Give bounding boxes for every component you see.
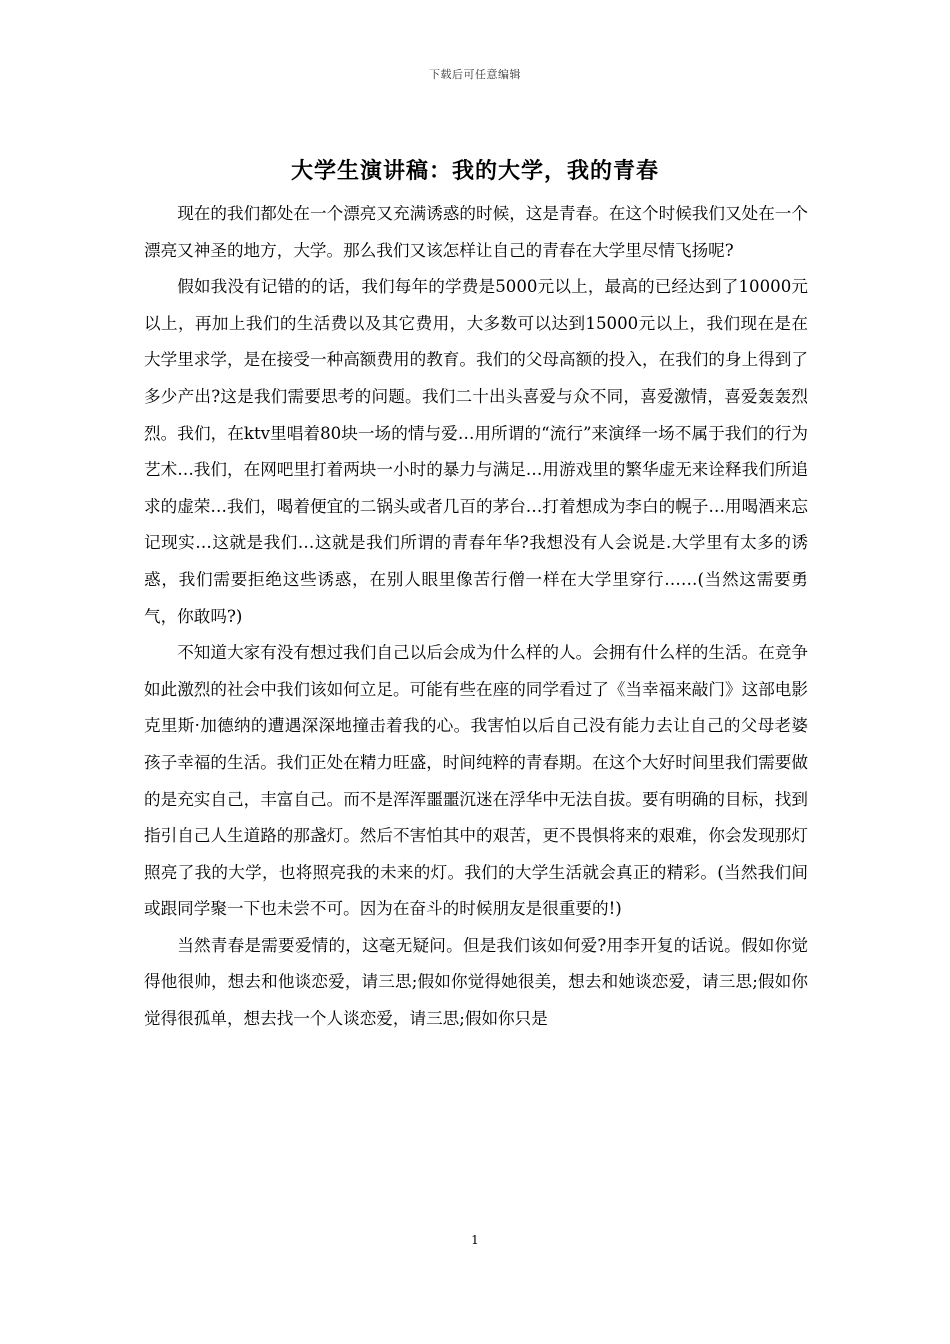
paragraph-2: 假如我没有记错的的话，我们每年的学费是5000元以上，最高的已经达到了10000元以上，再加上我们的生活费以及其它费用，大多数可以达到15000元以上，我们现在是在大学里求学，是在接受一种高额费用的教育。我们的父母高额的投入，在我们的身上得到了多少产出?这是我们需要思考的问题。我们二十出头喜爱与众不同，喜爱激情，喜爱轰轰烈烈。我们，在ktv里唱着80块一场的情与爱…用所谓的“流行”来演绎一场不属于我们的行为艺术…我们，在网吧里打着两块一小时的暴力与满足…用游戏里的繁华虚无来诠释我们所追求的虚荣…我们，喝着便宜的二锅头或者几百的茅台…打着想成为李白的幌子…用喝酒来忘记现实…这就是我们…这就是我们所谓的青春年华?我想没有人会说是.大学里有太多的诱惑，我们需要拒绝这些诱惑，在别人眼里像苦行僧一样在大学里穿行……(当然这需要勇气，你敢吗?)	[144, 277, 808, 626]
document-body	[144, 196, 808, 1038]
document-title: 大学生演讲稿：我的大学，我的青春	[290, 158, 659, 184]
paragraph-4: 当然青春是需要爱情的，这毫无疑问。但是我们该如何爱?用李开复的话说。假如你觉得他很帅，想去和他谈恋爱，请三思;假如你觉得她很美，想去和她谈恋爱，请三思;假如你觉得很孤单，想去找一个人谈恋爱，请三思;假如你只是	[144, 935, 808, 1029]
page-number: 1	[471, 1233, 479, 1247]
paragraph-3: 不知道大家有没有想过我们自己以后会成为什么样的人。会拥有什么样的生活。在竞争如此激烈的社会中我们该如何立足。可能有些在座的同学看过了《当幸福来敲门》这部电影克里斯·加德纳的遭遇深深地撞击着我的心。我害怕以后自己没有能力去让自己的父母老婆孩子幸福的生活。我们正处在精力旺盛，时间纯粹的青春期。在这个大好时间里我们需要做的是充实自己，丰富自己。而不是浑浑噩噩沉迷在浮华中无法自拔。要有明确的目标，找到指引自己人生道路的那盏灯。然后不害怕其中的艰苦，更不畏惧将来的艰难，你会发现那灯照亮了我的大学，也将照亮我的未来的灯。我们的大学生活就会真正的精彩。(当然我们间或跟同学聚一下也未尝不可。因为在奋斗的时候朋友是很重要的!)	[144, 643, 808, 919]
page-header-note: 下载后可任意编辑	[429, 68, 521, 81]
paragraph-1: 现在的我们都处在一个漂亮又充满诱惑的时候，这是青春。在这个时候我们又处在一个漂亮又神圣的地方，大学。那么我们又该怎样让自己的青春在大学里尽情飞扬呢?	[144, 204, 808, 260]
